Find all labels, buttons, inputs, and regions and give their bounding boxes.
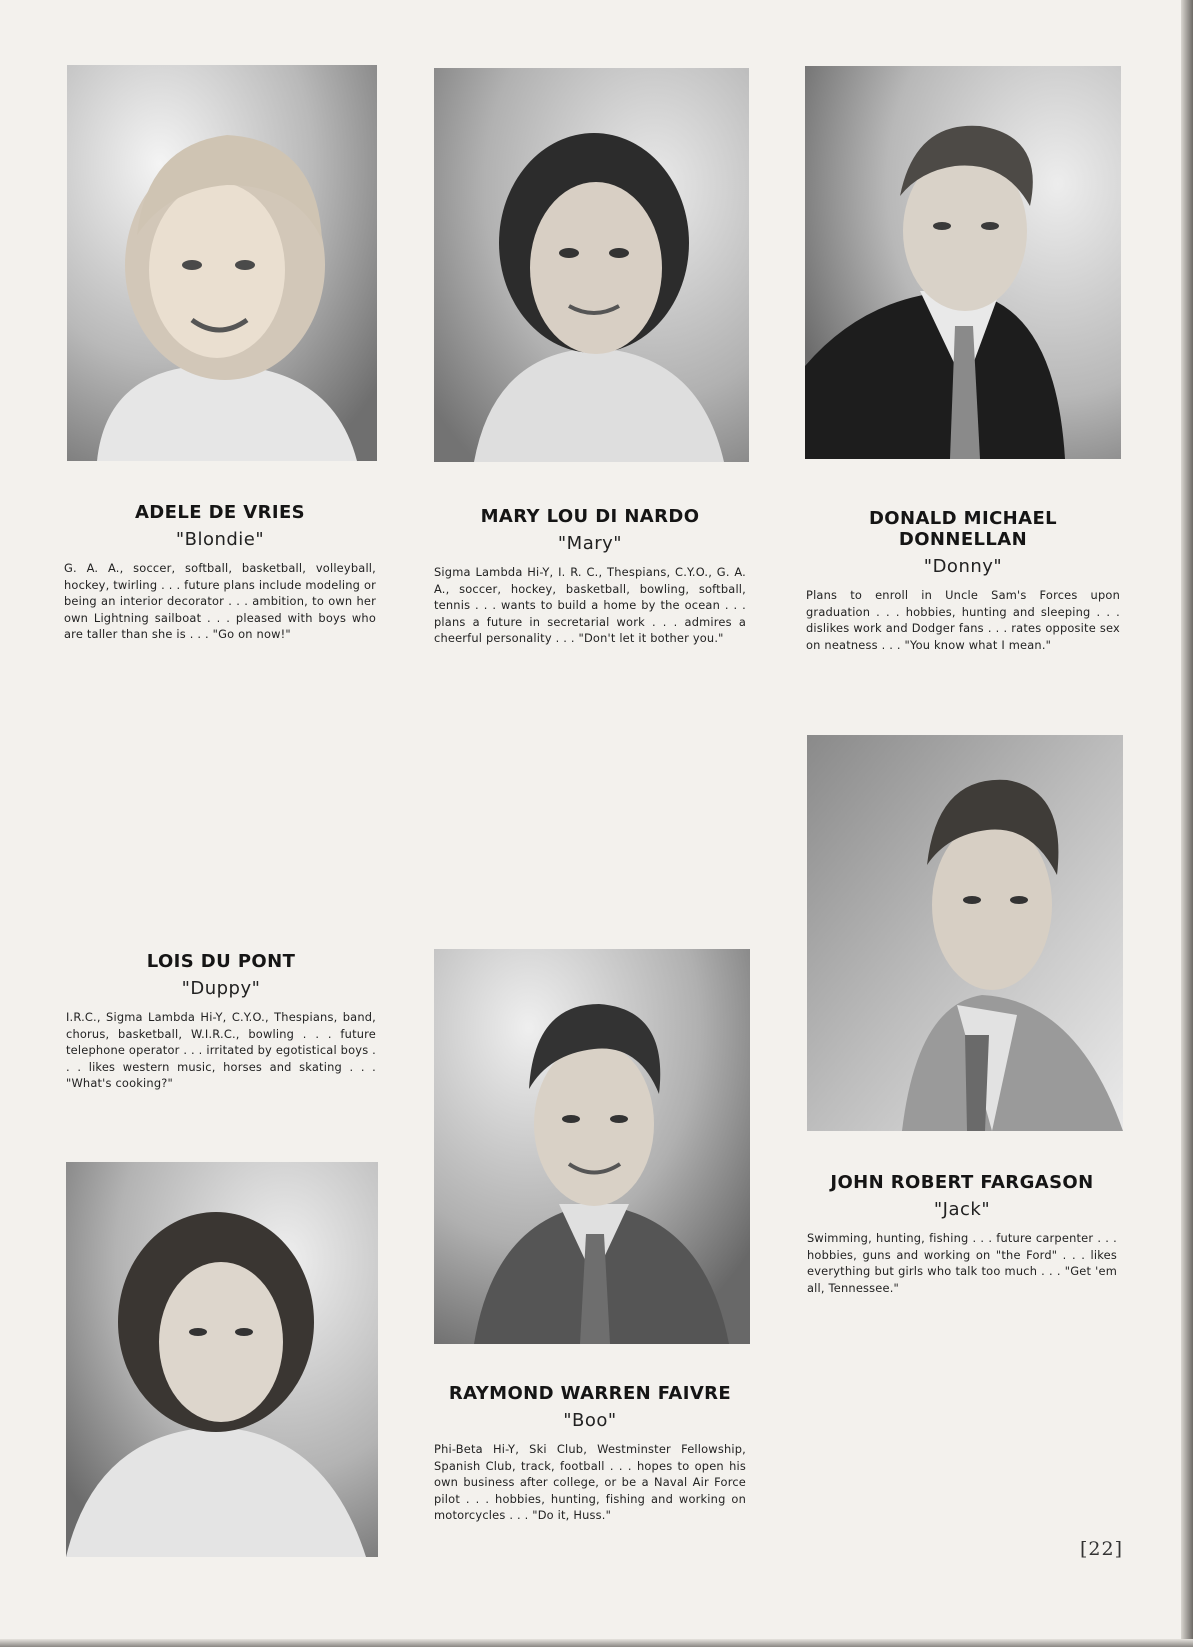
portrait-mary-lou-di-nardo: [434, 68, 749, 462]
student-entry-mary-lou-di-nardo: [434, 506, 746, 647]
student-name: LOIS DU PONT: [146, 951, 296, 972]
student-nickname: "Donny": [923, 556, 1003, 577]
portrait-donald-michael-donnellan: [805, 66, 1121, 459]
student-bio: Phi-Beta Hi-Y, Ski Club, Westminster Fellowship, Spanish Club, track, football . . . hopes to open his own business after college, or be a Naval Air Force pilot . . . hobbies, hunting, fishing and working on motorcycles . . . "Do it, Huss.": [434, 1442, 746, 1523]
student-entry-raymond-warren-faivre: [434, 1383, 746, 1524]
student-bio: I.R.C., Sigma Lambda Hi-Y, C.Y.O., Thespians, band, chorus, basketball, W.I.R.C., bowling . . . future telephone operator . . . irritated by egotistical boys . . . likes western music, horses and skating . . . "What's cooking?": [66, 1010, 376, 1091]
student-name: MARY LOU DI NARDO: [480, 506, 700, 527]
page-bottom-edge: [0, 1639, 1193, 1647]
portrait-adele-de-vries: [67, 65, 377, 461]
student-entry-adele-de-vries: [64, 502, 376, 643]
page-number: [22]: [1080, 1538, 1124, 1560]
portrait-john-robert-fargason: [807, 735, 1123, 1131]
student-entry-john-robert-fargason: [807, 1172, 1117, 1296]
student-name: ADELE DE VRIES: [134, 502, 306, 523]
student-bio: Swimming, hunting, fishing . . . future carpenter . . . hobbies, guns and working on "the Ford" . . . likes everything but girls who talk too much . . . "Get 'em all, Tennessee.": [807, 1231, 1117, 1295]
student-bio: Sigma Lambda Hi-Y, I. R. C., Thespians, C.Y.O., G. A. A., soccer, hockey, basketball, bowling, softball, tennis . . . wants to build a home by the ocean . . . plans a future in secretarial work . . . admires a cheerful personality . . . "Don't let it bother you.": [434, 565, 746, 646]
student-nickname: "Duppy": [181, 978, 261, 999]
student-nickname: "Jack": [933, 1199, 991, 1220]
portrait-lois-du-pont: [66, 1162, 378, 1557]
student-name: DONALD MICHAEL DONNELLAN: [868, 508, 1058, 550]
student-entry-lois-du-pont: [66, 951, 376, 1092]
student-entry-donald-michael-donnellan: [806, 508, 1120, 653]
student-nickname: "Blondie": [175, 529, 265, 550]
portrait-raymond-warren-faivre: [434, 949, 750, 1344]
student-nickname: "Boo": [563, 1410, 617, 1431]
student-nickname: "Mary": [557, 533, 623, 554]
page-binding-edge: [1181, 0, 1193, 1647]
student-name: JOHN ROBERT FARGASON: [830, 1172, 1094, 1193]
student-bio: G. A. A., soccer, softball, basketball, volleyball, hockey, twirling . . . future plans include modeling or being an interior decorator . . . ambition, to own her own Lightning sailboat . . . pleased with boys who are taller than she is . . . "Go on now!": [64, 561, 376, 642]
student-bio: Plans to enroll in Uncle Sam's Forces upon graduation . . . hobbies, hunting and sleeping . . . dislikes work and Dodger fans . . . rates opposite sex on neatness . . . "You know what I mean.": [806, 588, 1120, 652]
student-name: RAYMOND WARREN FAIVRE: [448, 1383, 732, 1404]
